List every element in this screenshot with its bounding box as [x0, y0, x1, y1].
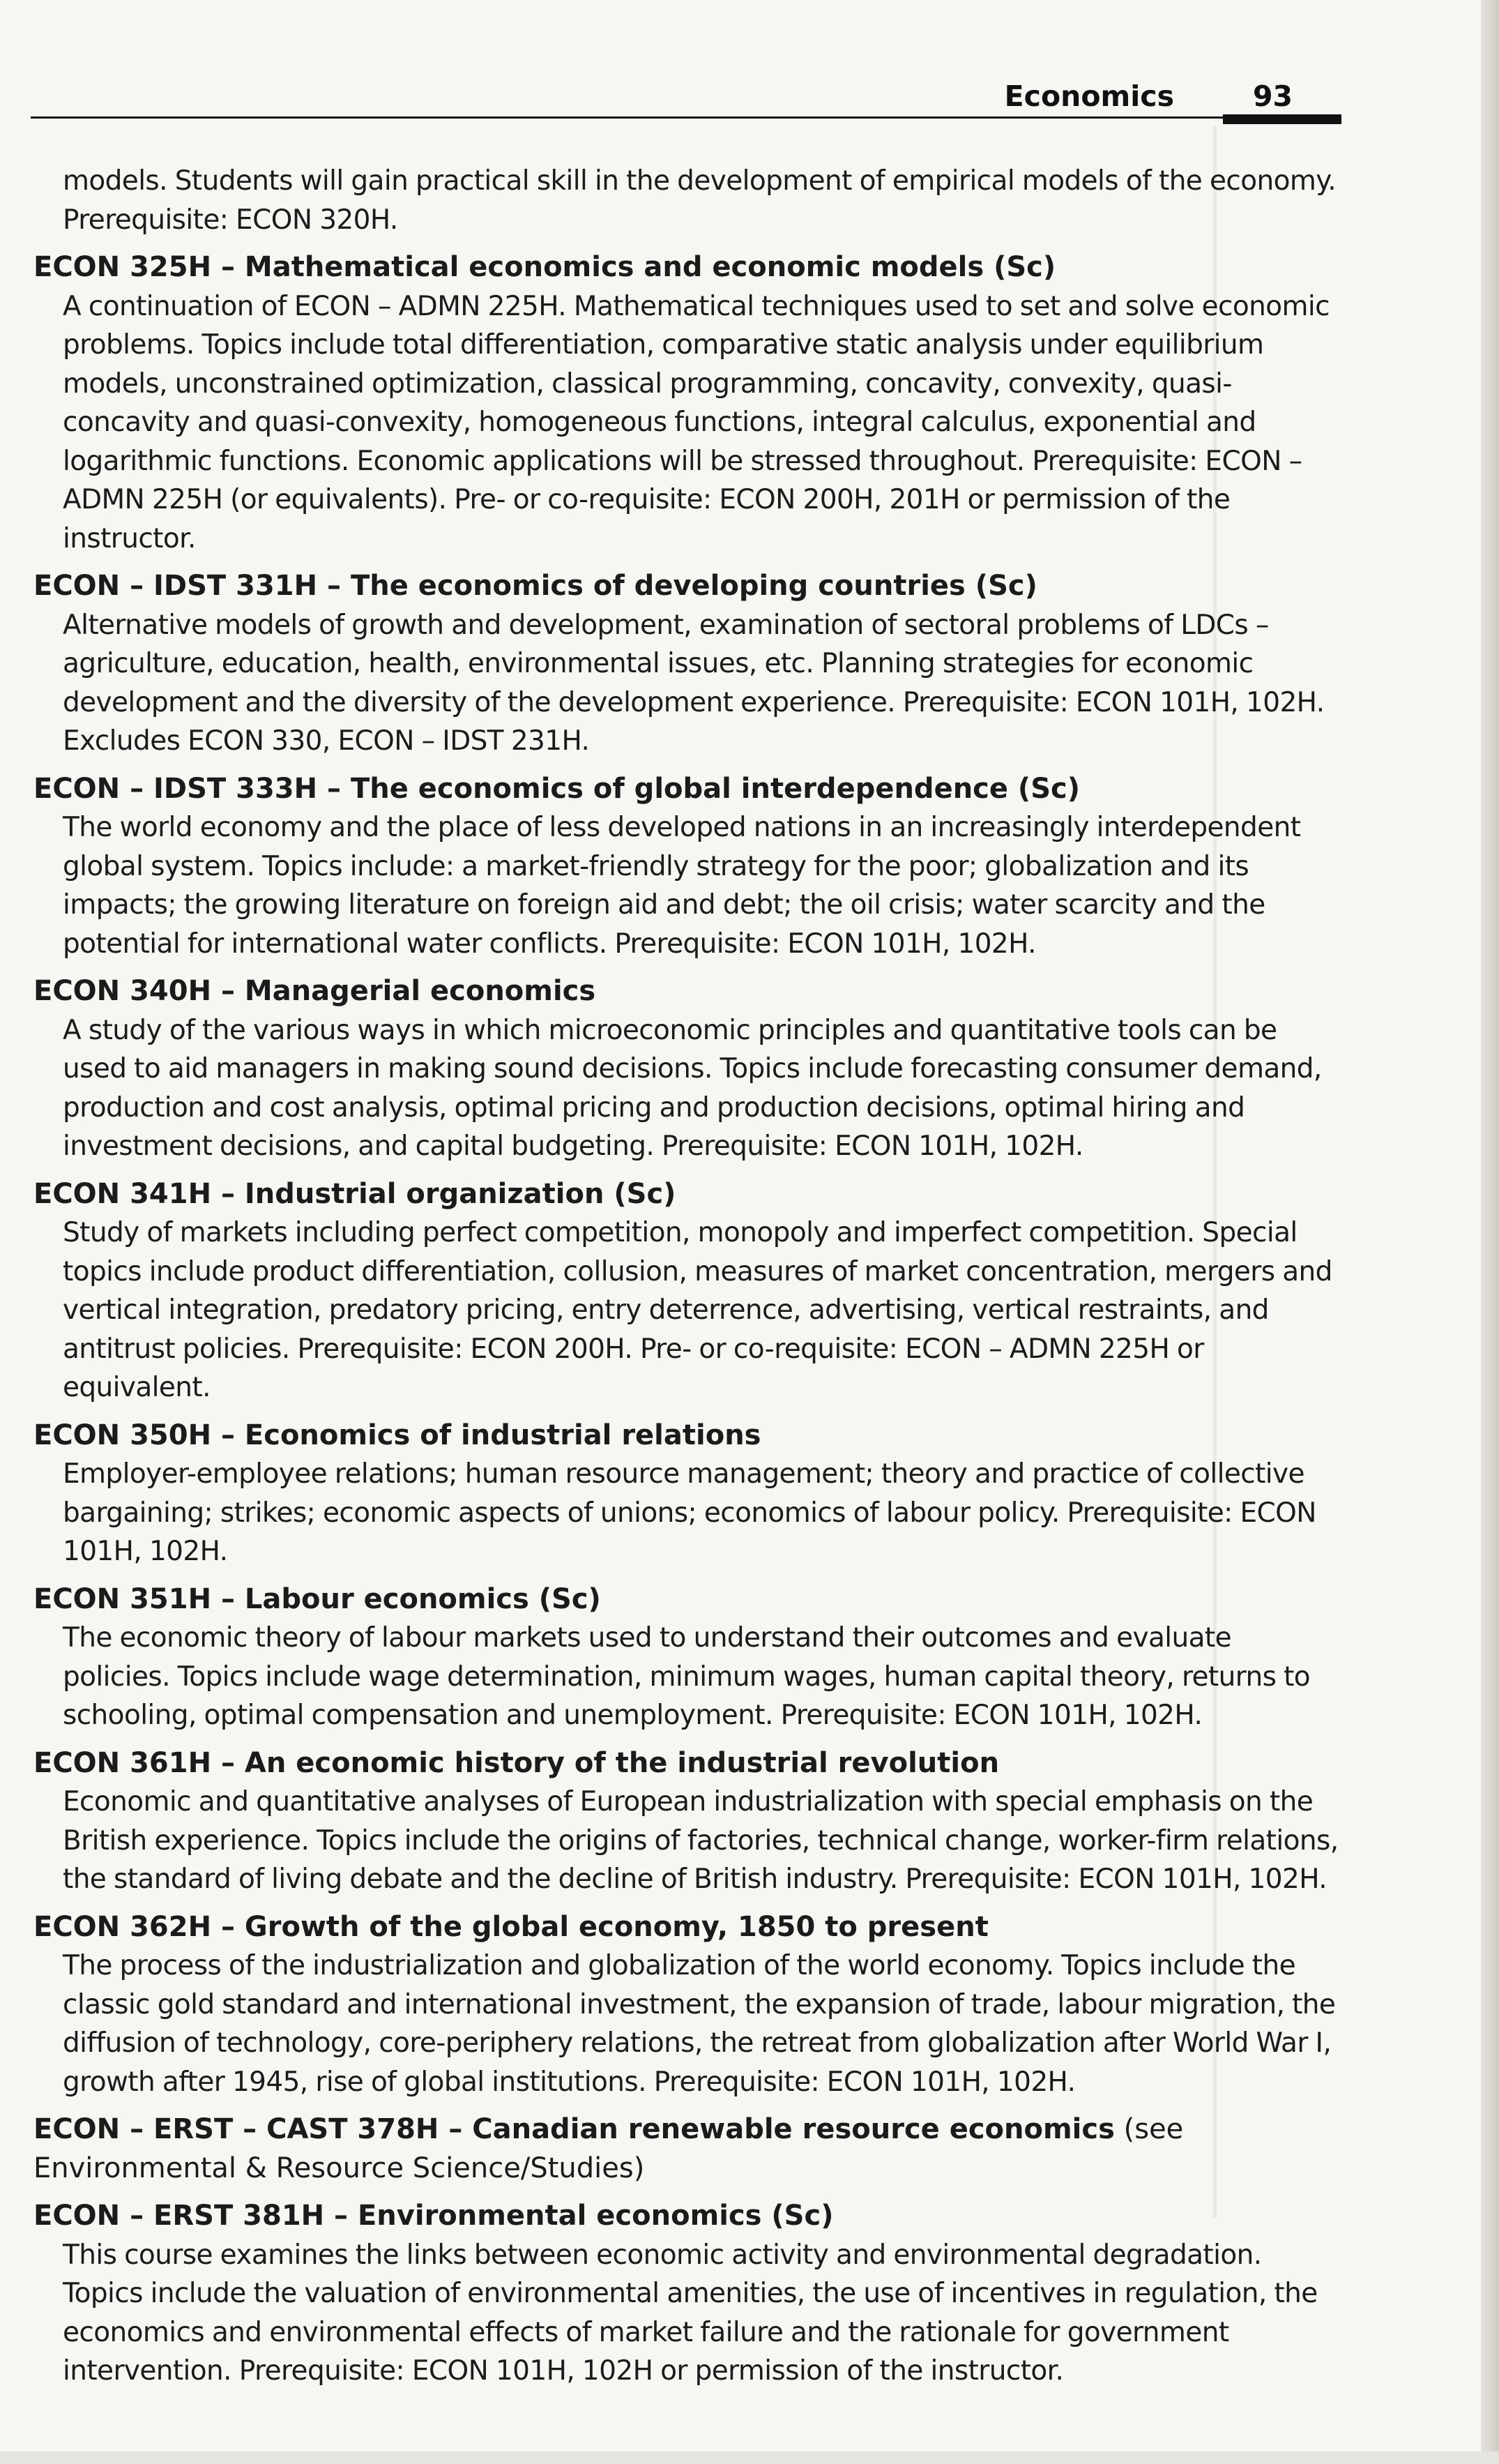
course-description: The world economy and the place of less developed nations in an increasingly interdependent global system. Topics include: a market-friendly strategy for the poor; globalization and its impacts; the growing literature on foreign aid and debt; the oil crisis; water scarcity and the potential for international water conflicts. Prerequisite: ECON 101H, 102H.: [63, 812, 1301, 960]
course-entry-econ-idst-333h: [33, 770, 1344, 964]
course-entry-econ-325h: [33, 248, 1344, 558]
header-rule: [31, 116, 1341, 119]
course-entry-econ-362h: [33, 1908, 1344, 2102]
course-description: Alternative models of growth and development, examination of sectoral problems of LDCs – agriculture, education, health, environmental issues, etc. Planning strategies for economic development and the diversity of the development experience. Prerequisite: ECON 101H, 102H. Excludes ECON 330, ECON – IDST 231H.: [63, 609, 1325, 757]
course-title-wrapping: [33, 2110, 1344, 2188]
course-description: Employer-employee relations; human resource management; theory and practice of collective bargaining; strikes; economic aspects of unions; economics of labour policy. Prerequisite: ECON 101H, 102H.: [63, 1458, 1316, 1567]
course-entry-econ-350h: [33, 1416, 1344, 1571]
course-description: The economic theory of labour markets used to understand their outcomes and evaluate policies. Topics include wage determination, minimum wages, human capital theory, returns to schooling, optimal compensation and unemployment. Prerequisite: ECON 101H, 102H.: [63, 1622, 1311, 1731]
course-title-text: ECON – ERST – CAST 378H – Canadian renewable resource economics: [33, 2113, 1115, 2145]
course-title: ECON 325H – Mathematical economics and economic models (Sc): [33, 251, 1056, 283]
course-entry-econ-erst-cast-378h: [33, 2110, 1344, 2188]
course-title: ECON – ERST 381H – Environmental economics (Sc): [33, 2200, 834, 2232]
course-entry-econ-idst-331h: [33, 567, 1344, 761]
course-description: This course examines the links between economic activity and environmental degradation. Topics include the valuation of environmental amenities, the use of incentives in regulation, the economics and environmental effects of market failure and the rationale for government intervention. Prerequisite: ECON 101H, 102H or permission of the instructor.: [63, 2239, 1318, 2387]
running-header: [31, 80, 1341, 121]
page-edge-right: [1481, 0, 1499, 2464]
course-title: ECON 340H – Managerial economics: [33, 975, 596, 1007]
course-entry-econ-340h: [33, 972, 1344, 1166]
course-description: The process of the industrialization and globalization of the world economy. Topics include the classic gold standard and international investment, the expansion of trade, labour migration, the diffusion of technology, core-periphery relations, the retreat from globalization after World War I, growth after 1945, rise of global institutions. Prerequisite: ECON 101H, 102H.: [63, 1950, 1336, 2098]
course-title: ECON 350H – Economics of industrial relations: [33, 1419, 761, 1451]
page-edge-bottom: [0, 2451, 1499, 2464]
course-title: ECON – IDST 333H – The economics of global interdependence (Sc): [33, 772, 1081, 805]
course-title: ECON – IDST 331H – The economics of developing countries (Sc): [33, 570, 1037, 602]
page-number: 93: [1252, 80, 1293, 113]
course-entry-econ-341h: [33, 1175, 1344, 1407]
cross-reference: (see Environmental & Resource Science/Studies): [33, 2113, 1184, 2184]
course-title: ECON 362H – Growth of the global economy, 1850 to present: [33, 1910, 989, 1943]
course-entry-econ-erst-381h: [33, 2197, 1344, 2391]
section-name: Economics: [1004, 80, 1174, 113]
header-rule-tab: [1223, 114, 1341, 124]
course-description: A study of the various ways in which microeconomic principles and quantitative tools can be used to aid managers in making sound decisions. Topics include forecasting consumer demand, production and cost analysis, optimal pricing and production decisions, optimal hiring and investment decisions, and capital budgeting. Prerequisite: ECON 101H, 102H.: [63, 1014, 1322, 1162]
continued-description: models. Students will gain practical skill in the development of empirical models of the economy. Prerequisite: ECON 320H.: [63, 165, 1336, 236]
course-listing: [33, 162, 1344, 2400]
course-title: ECON 351H – Labour economics (Sc): [33, 1582, 601, 1615]
course-entry-econ-351h: [33, 1580, 1344, 1735]
course-entry-econ-361h: [33, 1744, 1344, 1899]
course-description: Economic and quantitative analyses of European industrialization with special emphasis on the British experience. Topics include the origins of factories, technical change, worker-firm relations, the standard of living debate and the decline of British industry. Prerequisite: ECON 101H, 102H.: [63, 1786, 1339, 1895]
course-title: ECON 341H – Industrial organization (Sc): [33, 1177, 676, 1210]
course-description: Study of markets including perfect competition, monopoly and imperfect competition. Special topics include product differentiation, collusion, measures of market concentration, mergers and vertical integration, predatory pricing, entry deterrence, advertising, vertical restraints, and antitrust policies. Prerequisite: ECON 200H. Pre- or co-requisite: ECON – ADMN 225H or equivalent.: [63, 1217, 1332, 1403]
course-description: A continuation of ECON – ADMN 225H. Mathematical techniques used to set and solve economic problems. Topics include total differentiation, comparative static analysis under equilibrium models, unconstrained optimization, classical programming, concavity, convexity, quasi-concavity and quasi-convexity, homogeneous functions, integral calculus, exponential and logarithmic functions. Economic applications will be stressed throughout. Prerequisite: ECON – ADMN 225H (or equivalents). Pre- or co-requisite: ECON 200H, 201H or permission of the instructor.: [63, 290, 1330, 554]
course-title: ECON 361H – An economic history of the industrial revolution: [33, 1746, 1000, 1779]
